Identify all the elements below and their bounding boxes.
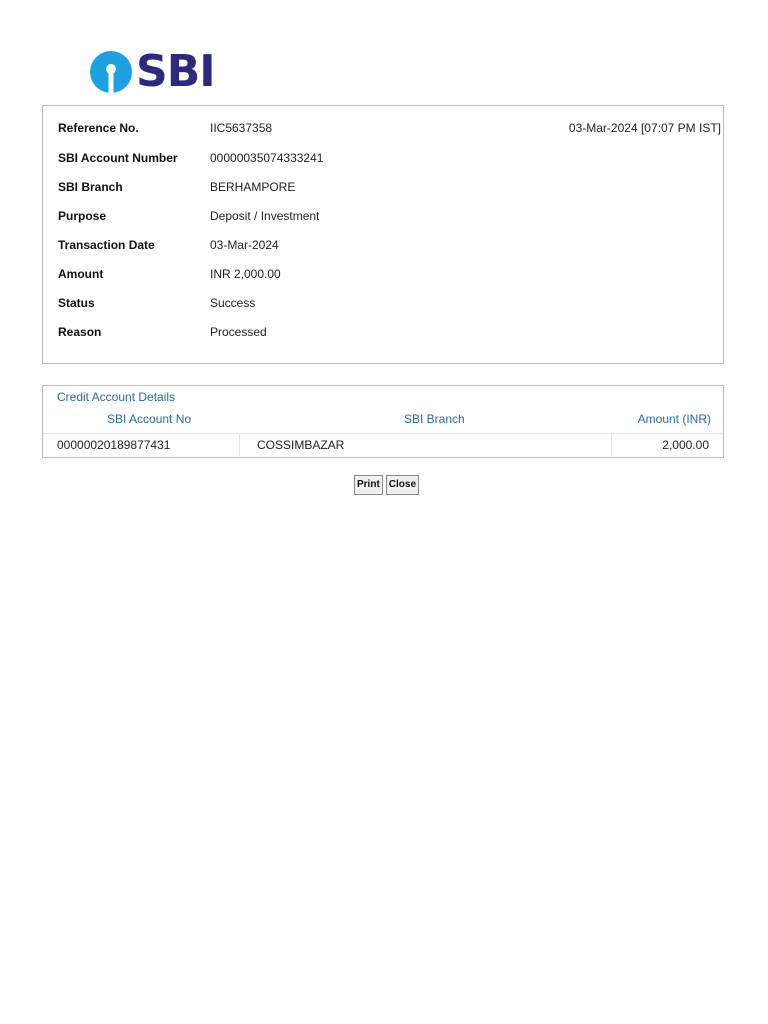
cell-amount: 2,000.00: [662, 438, 709, 452]
sbi-keyhole-icon: [90, 51, 132, 93]
detail-value: INR 2,000.00: [210, 267, 281, 281]
transaction-details-panel: [42, 105, 724, 364]
detail-label: SBI Account Number: [58, 151, 178, 165]
detail-value: 00000035074333241: [210, 151, 324, 165]
logo-text: SBI: [136, 46, 215, 97]
cell-branch: COSSIMBAZAR: [240, 434, 612, 456]
close-button[interactable]: Close: [386, 475, 419, 495]
cell-account-number: 00000020189877431: [43, 434, 240, 456]
table-row: [43, 433, 723, 457]
detail-label: Purpose: [58, 209, 107, 223]
detail-label: Reference No.: [58, 121, 139, 135]
detail-label: Status: [58, 296, 95, 310]
detail-value: 03-Mar-2024: [210, 238, 279, 252]
detail-value: Deposit / Investment: [210, 209, 320, 223]
print-button[interactable]: Print: [354, 475, 383, 495]
column-header-amount: Amount (INR): [637, 412, 711, 426]
column-header-account: SBI Account No: [107, 412, 192, 426]
detail-value: Success: [210, 296, 256, 310]
sbi-logo: [90, 46, 215, 97]
detail-value: IIC5637358: [210, 121, 273, 135]
detail-value: Processed: [210, 325, 267, 339]
column-header-branch: SBI Branch: [404, 412, 465, 426]
detail-value: BERHAMPORE: [210, 180, 296, 194]
credit-section-title: Credit Account Details: [57, 390, 176, 404]
detail-label: Transaction Date: [58, 238, 155, 252]
transaction-timestamp: 03-Mar-2024 [07:07 PM IST]: [568, 121, 721, 135]
detail-label: Amount: [58, 267, 104, 281]
detail-label: SBI Branch: [58, 180, 123, 194]
credit-account-details-panel: [42, 385, 724, 458]
detail-label: Reason: [58, 325, 102, 339]
action-buttons: [354, 475, 419, 495]
